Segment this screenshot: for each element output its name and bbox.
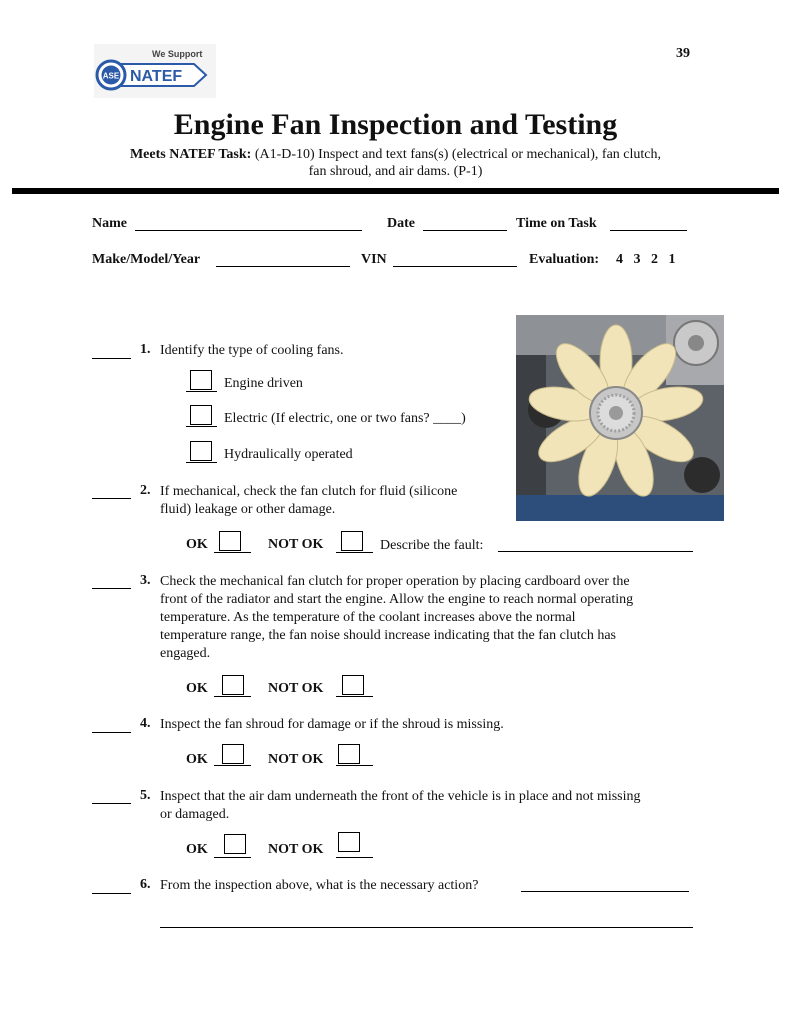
item1-score-blank[interactable] [92,357,131,359]
item2-text-line1: If mechanical, check the fan clutch for fluid (silicone [160,484,458,499]
item4-ok-label: OK [186,752,208,767]
item6-score-blank[interactable] [92,892,131,894]
item3-not-ok-checkbox[interactable] [342,675,364,695]
item3-text-line5: engaged. [160,646,211,661]
item2-number: 2. [140,483,151,498]
describe-fault-label: Describe the fault: [380,538,484,553]
name-field[interactable] [135,230,362,231]
checkbox-underline [336,764,373,766]
engine-driven-checkbox[interactable] [190,370,212,390]
checkbox-underline [214,551,251,553]
item5-text-line2: or damaged. [160,807,230,822]
time-on-task-field[interactable] [610,230,687,231]
make-model-year-label: Make/Model/Year [92,252,201,267]
item1-text: Identify the type of cooling fans. [160,343,344,358]
item3-text-line2: front of the radiator and start the engine. Allow the engine to reach normal operating [160,592,634,607]
checkbox-underline [214,856,251,858]
hydraulic-label: Hydraulically operated [224,447,353,462]
item5-number: 5. [140,788,151,803]
natef-logo [94,44,216,98]
item4-not-ok-checkbox[interactable] [338,744,360,764]
describe-fault-field[interactable] [498,551,693,552]
checkbox-underline [336,551,373,553]
subtitle-line1: (A1-D-10) Inspect and text fans(s) (electrical or mechanical), fan clutch, [251,147,662,162]
item2-not-ok-checkbox[interactable] [341,531,363,551]
item3-text-line3: temperature. As the temperature of the coolant increases above the normal [160,610,576,625]
item6-text: From the inspection above, what is the necessary action? [160,878,479,893]
evaluation-label: Evaluation: [529,252,600,267]
item2-ok-label: OK [186,537,208,552]
time-on-task-label: Time on Task [516,216,597,231]
item3-number: 3. [140,573,151,588]
item5-ok-label: OK [186,842,208,857]
item3-not-ok-label: NOT OK [268,681,324,696]
engine-fan-photo [516,315,724,521]
item4-score-blank[interactable] [92,731,131,733]
vin-field[interactable] [393,266,517,267]
necessary-action-field-line2[interactable] [160,927,693,928]
item3-ok-label: OK [186,681,208,696]
checkbox-underline [214,764,251,766]
item4-number: 4. [140,716,151,731]
evaluation-scale[interactable]: 4 3 2 1 [616,252,676,267]
necessary-action-field[interactable] [521,891,689,892]
item2-text-line2: fluid) leakage or other damage. [160,502,336,517]
page-title: Engine Fan Inspection and Testing [173,108,618,141]
item1-number: 1. [140,342,151,357]
make-model-year-field[interactable] [216,266,350,267]
electric-checkbox[interactable] [190,405,212,425]
engine-driven-label: Engine driven [224,376,303,391]
electric-label: Electric (If electric, one or two fans? ____) [224,411,466,426]
item3-score-blank[interactable] [92,587,131,589]
checkbox-underline [186,390,217,392]
item4-not-ok-label: NOT OK [268,752,324,767]
item5-score-blank[interactable] [92,802,131,804]
task-subtitle [90,146,701,180]
logo-name: NATEF [130,68,183,85]
item2-score-blank[interactable] [92,497,131,499]
item5-not-ok-checkbox[interactable] [338,832,360,852]
item3-ok-checkbox[interactable] [222,675,244,695]
checkbox-underline [336,856,373,858]
hydraulic-checkbox[interactable] [190,441,212,461]
item3-text-line1: Check the mechanical fan clutch for proper operation by placing cardboard over the [160,574,630,589]
header-divider [12,188,779,194]
page-number: 39 [676,46,690,61]
item4-text: Inspect the fan shroud for damage or if the shroud is missing. [160,717,504,732]
date-field[interactable] [423,230,507,231]
item2-not-ok-label: NOT OK [268,537,324,552]
subtitle-line2: fan shroud, and air dams. (P-1) [308,164,483,179]
checkbox-underline [186,425,217,427]
logo-badge-text: ASE [102,71,120,81]
item6-number: 6. [140,877,151,892]
item5-not-ok-label: NOT OK [268,842,324,857]
date-label: Date [387,216,415,231]
item4-ok-checkbox[interactable] [222,744,244,764]
subtitle-label: Meets NATEF Task: [129,147,252,162]
item5-ok-checkbox[interactable] [224,834,246,854]
item2-ok-checkbox[interactable] [219,531,241,551]
checkbox-underline [336,695,373,697]
vin-label: VIN [361,252,387,267]
logo-top-text: We Support [152,49,203,59]
checkbox-underline [214,695,251,697]
name-label: Name [92,216,127,231]
item3-text-line4: temperature range, the fan noise should increase indicating that the fan clutch has [160,628,616,643]
checkbox-underline [186,461,217,463]
item5-text-line1: Inspect that the air dam underneath the front of the vehicle is in place and not missing [160,789,641,804]
